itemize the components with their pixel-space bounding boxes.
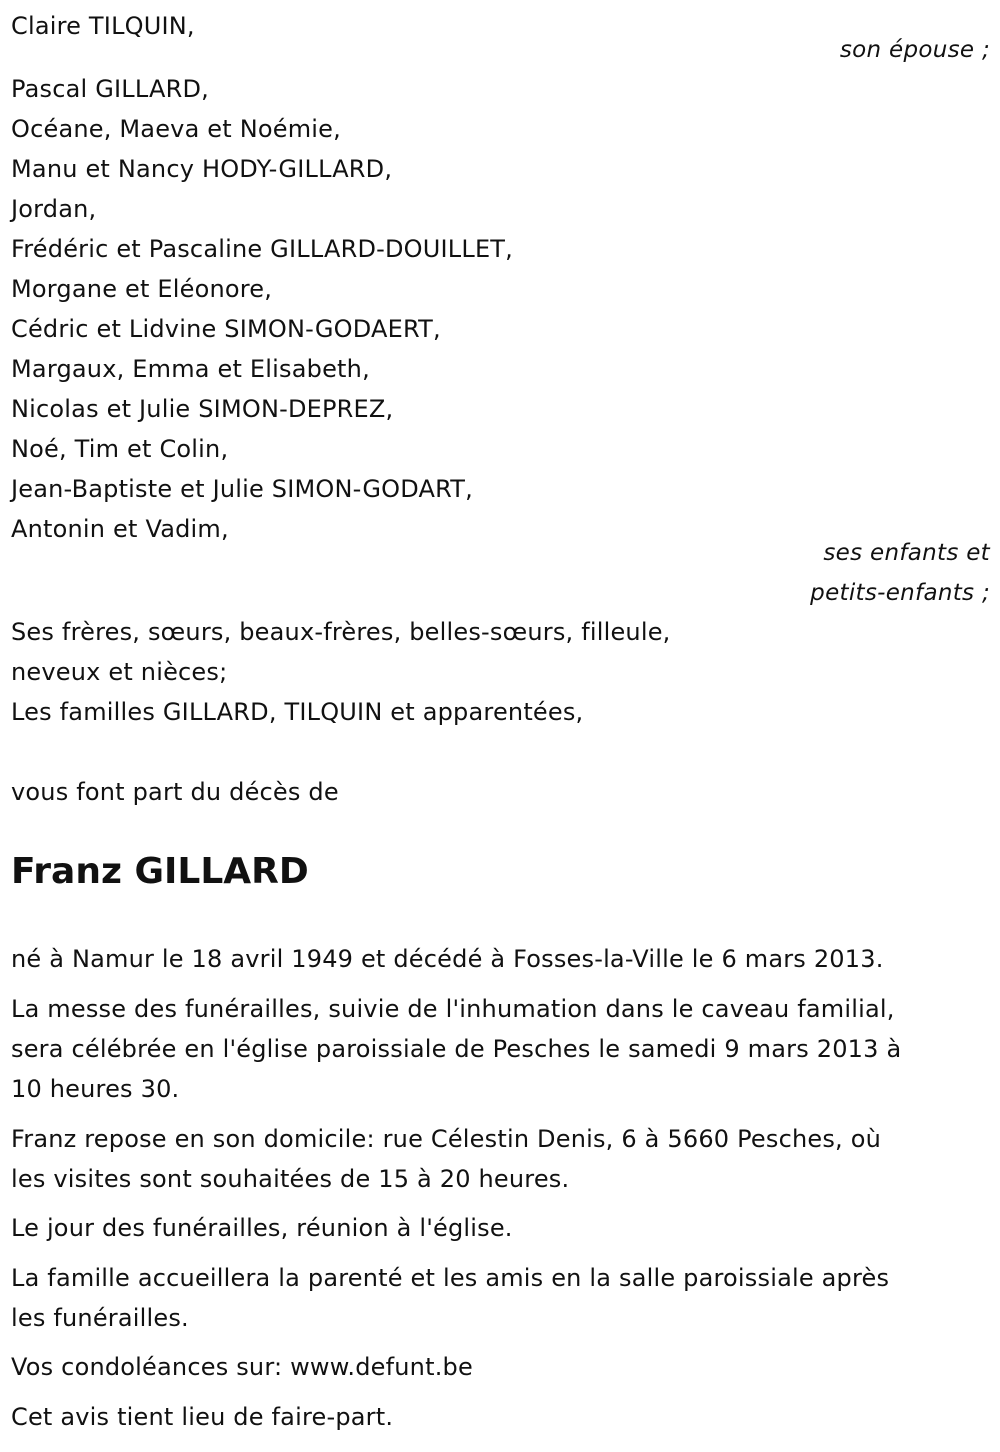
children-role: ses enfants et [823, 540, 990, 566]
reception-line: La famille accueillera la parenté et les amis en la salle paroissiale après [11, 1264, 890, 1292]
others-line: Les familles GILLARD, TILQUIN et apparentées, [11, 698, 584, 726]
others-line: Ses frères, sœurs, beaux-frères, belles-sœurs, filleule, [11, 618, 671, 646]
family-line: Cédric et Lidvine SIMON-GODAERT, [11, 315, 441, 343]
deceased-name: Franz GILLARD [11, 851, 309, 892]
funeral-line: 10 heures 30. [11, 1075, 180, 1103]
others-line: neveux et nièces; [11, 658, 228, 686]
funeral-line: La messe des funérailles, suivie de l'inhumation dans le caveau familial, [11, 995, 895, 1023]
family-line: Morgane et Eléonore, [11, 275, 273, 303]
family-line: Pascal GILLARD, [11, 75, 209, 103]
family-line: Frédéric et Pascaline GILLARD-DOUILLET, [11, 235, 513, 263]
family-line: Margaux, Emma et Elisabeth, [11, 355, 370, 383]
family-line: Noé, Tim et Colin, [11, 435, 229, 463]
rest-line: Franz repose en son domicile: rue Célestin Denis, 6 à 5660 Pesches, où [11, 1125, 881, 1153]
reception-line: les funérailles. [11, 1304, 189, 1332]
spouse-role: son épouse ; [839, 37, 990, 63]
family-line: Antonin et Vadim, [11, 515, 229, 543]
family-line: Jean-Baptiste et Julie SIMON-GODART, [11, 475, 473, 503]
funeral-line: sera célébrée en l'église paroissiale de Pesches le samedi 9 mars 2013 à [11, 1035, 902, 1063]
family-line: Manu et Nancy HODY-GILLARD, [11, 155, 393, 183]
family-line: Jordan, [11, 195, 97, 223]
announcement: vous font part du décès de [11, 778, 339, 806]
spouse-name: Claire TILQUIN, [11, 12, 195, 40]
rest-line: les visites sont souhaitées de 15 à 20 heures. [11, 1165, 570, 1193]
grandchildren-role: petits-enfants ; [810, 580, 990, 606]
birth-death-line: né à Namur le 18 avril 1949 et décédé à Fosses-la-Ville le 6 mars 2013. [11, 945, 884, 973]
family-line: Nicolas et Julie SIMON-DEPREZ, [11, 395, 394, 423]
meeting-line: Le jour des funérailles, réunion à l'église. [11, 1214, 513, 1242]
family-line: Océane, Maeva et Noémie, [11, 115, 341, 143]
notice-line: Cet avis tient lieu de faire-part. [11, 1403, 394, 1431]
condolences-line: Vos condoléances sur: www.defunt.be [11, 1353, 473, 1381]
